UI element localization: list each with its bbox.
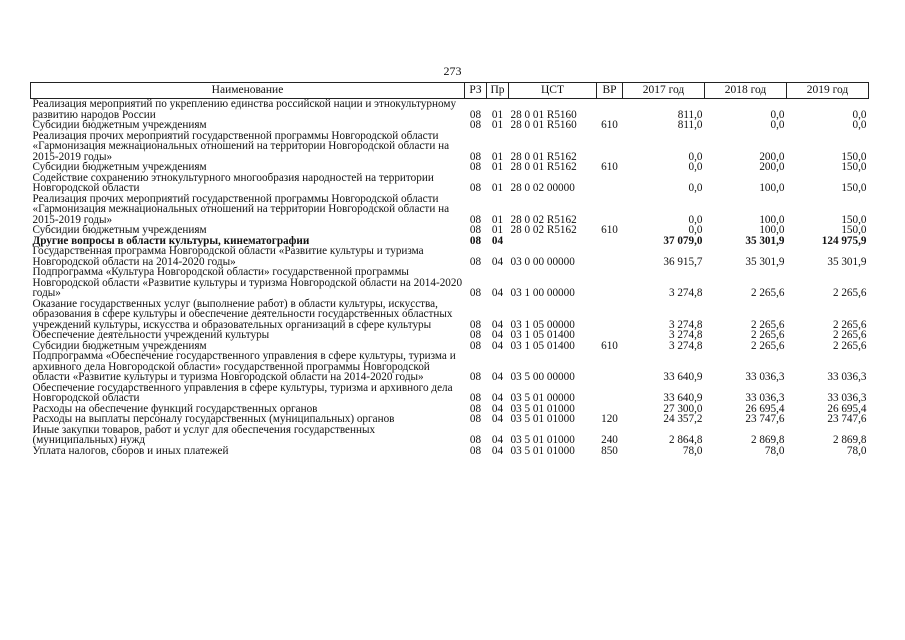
table-row bbox=[31, 131, 869, 163]
row-cst: 03 5 01 01000 bbox=[510, 434, 575, 446]
row-cst: 28 0 02 R5162 bbox=[510, 224, 577, 236]
row-value-2018: 35 301,9 bbox=[745, 255, 785, 268]
row-value-2017: 0,0 bbox=[688, 213, 703, 226]
row-value-2019: 150,0 bbox=[841, 150, 867, 163]
row-value-2018: 26 695,4 bbox=[745, 402, 785, 415]
page-number: 273 bbox=[443, 64, 462, 78]
row-cst: 28 0 01 R5162 bbox=[510, 161, 577, 173]
row-pr: 04 bbox=[491, 434, 504, 446]
row-pr: 04 bbox=[491, 371, 504, 383]
row-value-2017: 27 300,0 bbox=[663, 402, 703, 415]
row-name: Расходы на выплаты персоналу государственных (муниципальных) органов bbox=[32, 413, 395, 425]
row-cst: 03 0 00 00000 bbox=[510, 255, 575, 268]
row-value-2018: 35 301,9 bbox=[745, 234, 785, 247]
table-header-row bbox=[31, 83, 869, 99]
row-value-2017: 3 274,8 bbox=[668, 339, 703, 352]
table-row bbox=[31, 425, 869, 446]
row-vr bbox=[597, 299, 623, 331]
row-name: Реализация мероприятий по укреплению единства российской нации и этнокультурному развитию народов России bbox=[32, 98, 457, 121]
row-rz: 08 bbox=[469, 108, 482, 121]
row-vr bbox=[597, 194, 623, 226]
row-vr: 610 bbox=[601, 119, 618, 131]
row-pr: 01 bbox=[491, 224, 504, 236]
table-row bbox=[31, 99, 869, 121]
row-cst: 28 0 01 R5162 bbox=[510, 150, 577, 163]
row-cst: 28 0 02 R5162 bbox=[510, 213, 577, 226]
row-pr: 04 bbox=[491, 392, 504, 404]
row-rz: 08 bbox=[469, 392, 482, 404]
row-cst: 28 0 01 R5160 bbox=[510, 108, 577, 121]
table-row bbox=[31, 162, 869, 173]
row-rz: 08 bbox=[469, 161, 482, 173]
table-row bbox=[31, 225, 869, 236]
row-vr bbox=[597, 351, 623, 383]
row-pr: 04 bbox=[491, 234, 504, 247]
row-value-2019: 150,0 bbox=[841, 224, 867, 236]
row-value-2018: 100,0 bbox=[759, 224, 785, 236]
row-value-2018: 23 747,6 bbox=[745, 413, 785, 425]
row-pr: 04 bbox=[491, 339, 504, 352]
row-name: Субсидии бюджетным учреждениям bbox=[32, 161, 207, 173]
row-cst: 03 5 01 01000 bbox=[510, 413, 575, 425]
header-2019: 2019 год bbox=[787, 83, 869, 99]
table-row bbox=[31, 414, 869, 425]
row-vr: 610 bbox=[601, 161, 618, 173]
row-vr: 610 bbox=[601, 339, 618, 352]
row-value-2019: 2 869,8 bbox=[832, 434, 867, 446]
row-name: Обеспечение государственного управления в сфере культуры, туризма и архивного дела Новгородской области bbox=[32, 381, 453, 404]
row-vr bbox=[597, 267, 623, 299]
table-row bbox=[31, 267, 869, 299]
row-value-2018: 33 036,3 bbox=[745, 392, 785, 404]
row-pr: 01 bbox=[491, 161, 504, 173]
row-name: Субсидии бюджетным учреждениям bbox=[32, 339, 207, 352]
row-value-2018: 33 036,3 bbox=[745, 371, 785, 383]
row-name: Уплата налогов, сборов и иных платежей bbox=[32, 444, 229, 457]
row-value-2017: 0,0 bbox=[688, 150, 703, 163]
row-vr: 850 bbox=[601, 444, 618, 457]
row-rz: 08 bbox=[469, 224, 482, 236]
row-cst: 03 5 00 00000 bbox=[510, 371, 575, 383]
row-value-2017: 0,0 bbox=[688, 224, 703, 236]
row-rz: 08 bbox=[469, 444, 482, 457]
row-rz: 08 bbox=[469, 371, 482, 383]
row-value-2018: 100,0 bbox=[759, 213, 785, 226]
row-cst: 03 1 05 00000 bbox=[510, 318, 575, 331]
table-row bbox=[31, 120, 869, 131]
table-row bbox=[31, 299, 869, 331]
row-name: Субсидии бюджетным учреждениям bbox=[32, 119, 207, 131]
row-vr bbox=[597, 246, 623, 267]
row-value-2017: 36 915,7 bbox=[663, 255, 703, 268]
row-rz: 08 bbox=[469, 182, 482, 194]
row-value-2018: 2 265,6 bbox=[750, 287, 785, 299]
row-value-2019: 150,0 bbox=[841, 182, 867, 194]
row-cst: 03 1 05 01400 bbox=[510, 339, 575, 352]
row-value-2018: 78,0 bbox=[764, 444, 785, 457]
row-rz: 08 bbox=[469, 287, 482, 299]
row-rz: 08 bbox=[469, 402, 482, 415]
row-value-2019: 26 695,4 bbox=[827, 402, 867, 415]
row-cst: 03 5 01 00000 bbox=[510, 392, 575, 404]
row-rz: 08 bbox=[469, 213, 482, 226]
row-name: Реализация прочих мероприятий государственной программы Новгородской области «Гармонизация межнациональных отношений на территории Новгородской области на 2015-2019 годы» bbox=[32, 192, 450, 226]
table-row bbox=[31, 383, 869, 404]
row-value-2018: 0,0 bbox=[770, 108, 785, 121]
row-value-2017: 0,0 bbox=[688, 182, 703, 194]
row-value-2019: 0,0 bbox=[852, 119, 867, 131]
row-name: Подпрограмма «Культура Новгородской области» государственной программы Новгородской области «Развитие культуры и туризма Новгородской области на 2014-2020 годы» bbox=[32, 266, 463, 299]
row-value-2019: 33 036,3 bbox=[827, 371, 867, 383]
row-cst: 03 1 00 00000 bbox=[510, 287, 575, 299]
table-row bbox=[31, 330, 869, 341]
row-name: Обеспечение деятельности учреждений культуры bbox=[32, 329, 270, 341]
row-value-2017: 33 640,9 bbox=[663, 371, 703, 383]
row-name: Другие вопросы в области культуры, кинематографии bbox=[32, 234, 310, 247]
row-vr bbox=[597, 99, 623, 121]
row-value-2017: 3 274,8 bbox=[668, 287, 703, 299]
header-pr: Пр bbox=[487, 83, 509, 99]
row-rz: 08 bbox=[469, 119, 482, 131]
row-name: Иные закупки товаров, работ и услуг для обеспечения государственных (муниципальных) нужд bbox=[32, 423, 376, 446]
row-pr: 04 bbox=[491, 318, 504, 331]
row-value-2019: 2 265,6 bbox=[832, 329, 867, 341]
row-value-2017: 33 640,9 bbox=[663, 392, 703, 404]
row-rz: 08 bbox=[469, 234, 482, 247]
row-name: Оказание государственных услуг (выполнение работ) в области культуры, искусства, образования в сфере культуры и обеспечение деятельности государственных областных учреждений культуры, искусства и образовательных организаций в сфере культуры bbox=[32, 297, 453, 331]
row-value-2019: 2 265,6 bbox=[832, 318, 867, 331]
table-row bbox=[31, 246, 869, 267]
row-name: Реализация прочих мероприятий государственной программы Новгородской области «Гармонизация межнациональных отношений на территории Новгородской области на 2015-2019 годы» bbox=[32, 129, 450, 163]
row-value-2018: 100,0 bbox=[759, 182, 785, 194]
row-vr bbox=[597, 383, 623, 404]
header-rz: РЗ bbox=[465, 83, 487, 99]
table-row bbox=[31, 194, 869, 226]
row-vr: 240 bbox=[601, 434, 618, 446]
row-value-2017: 2 864,8 bbox=[668, 434, 703, 446]
table-row bbox=[31, 173, 869, 194]
row-cst: 03 5 01 01000 bbox=[510, 444, 575, 457]
row-value-2017: 0,0 bbox=[688, 161, 703, 173]
row-pr: 01 bbox=[491, 108, 504, 121]
row-rz: 08 bbox=[469, 329, 482, 341]
row-value-2019: 2 265,6 bbox=[832, 287, 867, 299]
table-row bbox=[31, 351, 869, 383]
row-pr: 04 bbox=[491, 402, 504, 415]
table-body bbox=[31, 99, 869, 457]
row-name: Субсидии бюджетным учреждениям bbox=[32, 224, 207, 236]
row-value-2018: 2 265,6 bbox=[750, 329, 785, 341]
row-pr: 01 bbox=[491, 182, 504, 194]
row-value-2019: 35 301,9 bbox=[827, 255, 867, 268]
row-value-2018: 200,0 bbox=[759, 161, 785, 173]
row-rz: 08 bbox=[469, 434, 482, 446]
row-value-2019: 0,0 bbox=[852, 108, 867, 121]
row-value-2017: 811,0 bbox=[677, 108, 703, 121]
row-value-2018: 2 265,6 bbox=[750, 318, 785, 331]
row-cst: 03 1 05 01400 bbox=[510, 329, 575, 341]
row-pr: 01 bbox=[491, 119, 504, 131]
row-vr bbox=[597, 131, 623, 163]
row-rz: 08 bbox=[469, 255, 482, 268]
header-2018: 2018 год bbox=[705, 83, 787, 99]
row-name: Государственная программа Новгородской области «Развитие культуры и туризма Новгородской области на 2014-2020 годы» bbox=[32, 245, 424, 268]
row-rz: 08 bbox=[469, 150, 482, 163]
row-rz: 08 bbox=[469, 339, 482, 352]
row-value-2019: 150,0 bbox=[841, 161, 867, 173]
row-name: Расходы на обеспечение функций государственных органов bbox=[32, 402, 318, 415]
budget-table bbox=[30, 82, 869, 456]
row-value-2017: 37 079,0 bbox=[663, 234, 703, 247]
row-value-2017: 24 357,2 bbox=[663, 413, 703, 425]
header-cst: ЦСТ bbox=[509, 83, 597, 99]
row-value-2018: 200,0 bbox=[759, 150, 785, 163]
row-value-2017: 811,0 bbox=[677, 119, 703, 131]
row-cst: 28 0 02 00000 bbox=[510, 182, 575, 194]
row-pr: 01 bbox=[491, 150, 504, 163]
row-vr bbox=[597, 236, 623, 247]
row-pr: 04 bbox=[491, 444, 504, 457]
row-value-2018: 0,0 bbox=[770, 119, 785, 131]
row-pr: 01 bbox=[491, 213, 504, 226]
row-rz: 08 bbox=[469, 413, 482, 425]
row-value-2017: 3 274,8 bbox=[668, 329, 703, 341]
row-value-2019: 78,0 bbox=[846, 444, 867, 457]
header-vr: ВР bbox=[597, 83, 623, 99]
row-value-2017: 78,0 bbox=[682, 444, 703, 457]
row-value-2019: 2 265,6 bbox=[832, 339, 867, 352]
row-vr bbox=[597, 173, 623, 194]
row-vr: 120 bbox=[601, 413, 618, 425]
row-name: Содействие сохранению этнокультурного многообразия народностей на территории Новгородской области bbox=[32, 171, 434, 194]
row-value-2019: 124 975,9 bbox=[821, 234, 867, 247]
table-row bbox=[31, 446, 869, 457]
row-name: Подпрограмма «Обеспечение государственного управления в сфере культуры, туризма и архивного дела Новгородской области» государственной программы Новгородской области «Развитие культуры и туризма Новгородской области на 2014-2020 годы» bbox=[32, 350, 456, 383]
row-value-2019: 23 747,6 bbox=[827, 413, 867, 425]
row-value-2017: 3 274,8 bbox=[668, 318, 703, 331]
row-vr bbox=[597, 330, 623, 341]
row-value-2019: 150,0 bbox=[841, 213, 867, 226]
row-cst: 28 0 01 R5160 bbox=[510, 119, 577, 131]
row-pr: 04 bbox=[491, 329, 504, 341]
row-pr: 04 bbox=[491, 255, 504, 268]
row-rz: 08 bbox=[469, 318, 482, 331]
row-value-2019: 33 036,3 bbox=[827, 392, 867, 404]
row-value-2018: 2 265,6 bbox=[750, 339, 785, 352]
row-cst: 03 5 01 01000 bbox=[510, 402, 575, 415]
row-vr: 610 bbox=[601, 224, 618, 236]
row-pr: 04 bbox=[491, 413, 504, 425]
row-cst bbox=[509, 236, 597, 247]
row-value-2018: 2 869,8 bbox=[750, 434, 785, 446]
header-name: Наименование bbox=[31, 83, 465, 99]
header-2017: 2017 год bbox=[623, 83, 705, 99]
row-pr: 04 bbox=[491, 287, 504, 299]
